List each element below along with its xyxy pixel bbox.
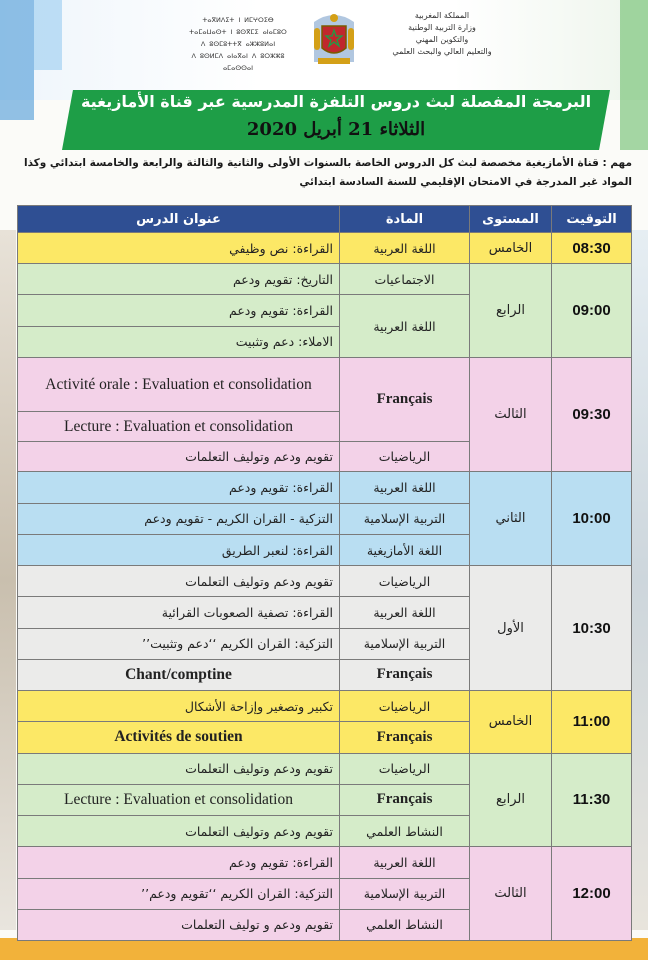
time-cell: 10:30	[552, 566, 632, 691]
arabic-line: وزارة التربية الوطنية	[408, 23, 476, 32]
lesson-cell: Chant/comptine	[18, 659, 340, 690]
table-row	[18, 753, 632, 784]
subject-cell: النشاط العلمي	[340, 909, 470, 940]
level-cell: الخامس	[470, 233, 552, 264]
lesson-cell: القراءة: لنعبر الطريق	[18, 534, 340, 565]
lesson-cell: تقويم ودعم وتوليف التعلمات	[18, 442, 340, 472]
background-photo-left	[0, 230, 16, 930]
lesson-cell: القراءة: تصفية الصعوبات القرائية	[18, 597, 340, 628]
lesson-cell: تقويم ودعم وتوليف التعلمات	[18, 816, 340, 847]
footer-band	[0, 938, 648, 960]
lesson-cell: الاملاء: دعم وتثبيت	[18, 326, 340, 357]
table-row	[18, 847, 632, 878]
arabic-line: والتعليم العالي والبحث العلمي	[392, 47, 492, 56]
lesson-cell: Lecture : Evaluation et consolidation	[18, 412, 340, 442]
time-cell: 12:00	[552, 847, 632, 941]
subject-cell: Français	[340, 357, 470, 441]
level-cell: الرابع	[470, 753, 552, 847]
lesson-cell: القراءة: نص وظيفي	[18, 233, 340, 264]
lesson-cell: القراءة: تقويم ودعم	[18, 472, 340, 503]
time-cell: 09:00	[552, 264, 632, 358]
level-cell: الثالث	[470, 357, 552, 472]
arabic-line: والتكوين المهني	[415, 35, 469, 44]
page-title: البرمجة المفصلة لبث دروس التلفزة المدرسية عبر قناة الأمازيغية	[80, 92, 592, 111]
table-header-row	[18, 206, 632, 233]
lesson-cell: التزكية: القران الكريم ‘‘دعم وتثبيت’’	[18, 628, 340, 659]
level-cell: الثالث	[470, 847, 552, 941]
subject-cell: الاجتماعيات	[340, 264, 470, 295]
ministry-name-arabic	[372, 10, 512, 58]
decorative-band-left	[0, 0, 34, 120]
subject-cell: اللغة العربية	[340, 295, 470, 357]
lesson-cell: تقويم ودعم و توليف التعلمات	[18, 909, 340, 940]
lesson-cell: تقويم ودعم وتوليف التعلمات	[18, 566, 340, 597]
lesson-cell: Lecture : Evaluation et consolidation	[18, 784, 340, 815]
time-cell: 10:00	[552, 472, 632, 566]
subject-cell: Français	[340, 784, 470, 815]
level-cell: الأول	[470, 566, 552, 691]
tifinagh-line: ⴷ ⵓⵙⵍⵎⴷ ⴰⵏⴰⴳⴰⵏ ⴷ ⵓⵔⵣⵣⵓ ⴰⵎⴰⵙⵙⴰⵏ	[191, 52, 285, 72]
subject-cell: التربية الإسلامية	[340, 503, 470, 534]
level-cell: الخامس	[470, 691, 552, 753]
subject-cell: اللغة العربية	[340, 597, 470, 628]
table-row	[18, 472, 632, 503]
tifinagh-line: ⵜⴰⴳⵍⴷⵉⵜ ⵏ ⵍⵎⵖⵔⵉⴱ	[202, 16, 274, 24]
schedule-table	[17, 205, 632, 941]
time-cell: 08:30	[552, 233, 632, 264]
time-cell: 11:30	[552, 753, 632, 847]
header-level: المستوى	[470, 206, 552, 233]
table-row	[18, 357, 632, 411]
subject-cell: Français	[340, 722, 470, 753]
header-time: التوقيت	[552, 206, 632, 233]
level-cell: الثاني	[470, 472, 552, 566]
lesson-cell: Activités de soutien	[18, 722, 340, 753]
lesson-cell: التاريخ: تقويم ودعم	[18, 264, 340, 295]
date-heading: الثلاثاء 21 أبريل 2020	[246, 119, 426, 140]
subject-cell: اللغة العربية	[340, 233, 470, 264]
background-photo-right	[632, 230, 648, 930]
subject-cell: الرياضيات	[340, 691, 470, 722]
lesson-cell: التزكية: القران الكريم ‘‘تقويم ودعم’’	[18, 878, 340, 909]
header-subject: المادة	[340, 206, 470, 233]
important-note: مهم : قناة الأمازيغية مخصصة لبث كل الدروس الخاصة بالسنوات الأولى والثانية والثالثة والرابعة والخامسة ابتدائي وكذا المواد غير المدرجة في الامتحان الإقليمي للسنة السادسة ابتدائي	[23, 157, 632, 188]
arabic-line: المملكة المغربية	[414, 11, 470, 20]
coat-of-arms-icon	[308, 8, 360, 70]
subject-cell: النشاط العلمي	[340, 816, 470, 847]
table-row	[18, 691, 632, 722]
subject-cell: اللغة العربية	[340, 847, 470, 878]
subject-cell: اللغة العربية	[340, 472, 470, 503]
time-cell: 09:30	[552, 357, 632, 472]
subject-cell: اللغة الأمازيغية	[340, 534, 470, 565]
lesson-cell: القراءة: تقويم ودعم	[18, 847, 340, 878]
level-cell: الرابع	[470, 264, 552, 358]
lesson-cell: Activité orale : Evaluation et consolidation	[18, 357, 340, 411]
subject-cell: التربية الإسلامية	[340, 878, 470, 909]
lesson-cell: تقويم ودعم وتوليف التعلمات	[18, 753, 340, 784]
decorative-band-right	[620, 0, 648, 150]
table-row	[18, 566, 632, 597]
subject-cell: الرياضيات	[340, 753, 470, 784]
tifinagh-line: ⵜⴰⵎⴰⵡⴰⵙⵜ ⵏ ⵓⵙⴳⵎⵉ ⴰⵏⴰⵎⵓⵔ	[189, 28, 287, 36]
ministry-name-tifinagh	[182, 14, 294, 74]
decorative-band-left-light	[34, 0, 62, 70]
lesson-cell: التزكية - القران الكريم - تقويم ودعم	[18, 503, 340, 534]
table-row	[18, 233, 632, 264]
lesson-cell: القراءة: تقويم ودعم	[18, 295, 340, 326]
time-cell: 11:00	[552, 691, 632, 753]
lesson-cell: تكبير وتصغير وإزاحة الأشكال	[18, 691, 340, 722]
header-lesson: عنوان الدرس	[18, 206, 340, 233]
subject-cell: الرياضيات	[340, 442, 470, 472]
tifinagh-line: ⴷ ⵓⵙⵎⵓⵜⵜⴳ ⴰⵣⵣⵓⵍⴰⵏ	[200, 40, 276, 48]
table-row	[18, 264, 632, 295]
subject-cell: Français	[340, 659, 470, 690]
subject-cell: التربية الإسلامية	[340, 628, 470, 659]
subject-cell: الرياضيات	[340, 566, 470, 597]
